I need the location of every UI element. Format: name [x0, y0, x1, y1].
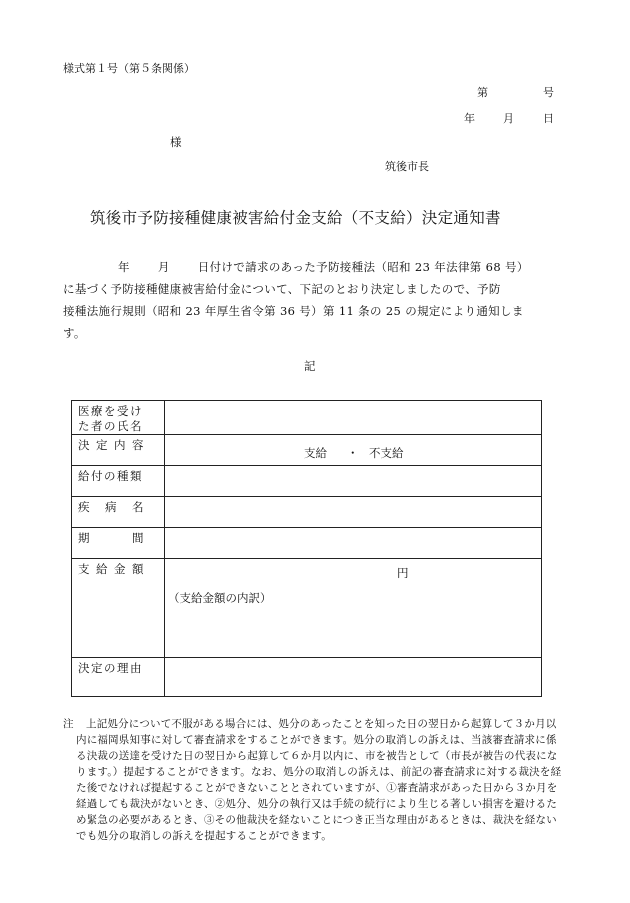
recipient-name-label-line-2: た者の氏名: [78, 419, 143, 433]
addressee-suffix: 様: [170, 135, 182, 149]
decision-content-label: [72, 435, 165, 466]
body-month-label: 月: [157, 260, 170, 274]
label-char: 支: [78, 562, 90, 576]
period-value[interactable]: [165, 528, 542, 559]
label-char: 間: [132, 531, 144, 545]
document-number-suffix: 号: [543, 86, 554, 99]
payment-breakdown-label: （支給金額の内訳）: [168, 591, 272, 605]
benefit-type-label-text: 給付の種類: [78, 469, 143, 483]
label-char: 病: [105, 500, 117, 514]
label-char: 決: [78, 438, 90, 452]
table-row: [72, 466, 542, 497]
body-line-1: [63, 256, 558, 278]
notice-body: [63, 256, 558, 344]
decision-reason-label-text: 決定の理由: [78, 661, 143, 675]
decision-reason-value[interactable]: [165, 658, 542, 697]
label-char: 期: [78, 531, 90, 545]
date-day-label: 日: [543, 112, 554, 125]
date-month-label: 月: [503, 112, 514, 125]
body-year-label: 年: [118, 260, 130, 274]
ki-heading: 記: [304, 359, 316, 373]
label-char: 疾: [78, 500, 90, 514]
table-row: [72, 528, 542, 559]
label-char: 定: [96, 438, 108, 452]
appeal-note: [63, 716, 563, 844]
date-year-label: 年: [464, 112, 475, 125]
decision-reason-label: [72, 658, 165, 697]
benefit-type-label: [72, 466, 165, 497]
decision-content-value[interactable]: [165, 435, 542, 466]
benefit-type-value[interactable]: [165, 466, 542, 497]
yen-unit: 円: [397, 566, 409, 580]
decision-option-separator: ・: [347, 446, 359, 460]
table-row: [72, 497, 542, 528]
document-number-label: 第: [477, 86, 488, 99]
label-char: 内: [114, 438, 126, 452]
table-row: [72, 401, 542, 435]
recipient-name-label: [72, 401, 165, 435]
recipient-name-label-line-1: 医療を受け: [78, 404, 143, 418]
body-line-1-rest: 日付けで請求のあった予防接種法（昭和 23 年法律第 68 号）: [197, 260, 529, 274]
note-mark: 注: [63, 718, 74, 730]
decision-table: [71, 400, 542, 697]
label-char: 給: [96, 562, 108, 576]
label-char: 容: [132, 438, 144, 452]
payment-amount-value[interactable]: [165, 559, 542, 658]
payment-amount-label: [72, 559, 165, 658]
disease-name-label: [72, 497, 165, 528]
body-line-2: に基づく予防接種健康被害給付金について、下記のとおり決定しましたので、予防: [63, 282, 501, 296]
label-char: 額: [132, 562, 144, 576]
recipient-name-value[interactable]: [165, 401, 542, 435]
table-row: [72, 435, 542, 466]
issuer-name: 筑後市長: [385, 160, 429, 173]
body-line-4: す。: [63, 326, 86, 340]
disease-name-value[interactable]: [165, 497, 542, 528]
table-row: [72, 559, 542, 658]
note-text: 上記処分について不服がある場合には、処分のあったことを知った日の翌日から起算して３か月以内に福岡県知事に対して審査請求をすることができます。処分の取消しの訴えは、当該審査請求に係る決裁の送達を受けた日の翌日から起算して６か月以内に、市を被告として（市長が被告の代表になります。）提起することができます。なお、処分の取消しの訴えは、前記の審査請求に対する裁決を経た後でなければ提起することができないこととされていますが、①審査請求があった日から３か月を経過しても裁決がないとき、②処分、処分の執行又は手続の続行により生じる著しい損害を避けるため緊急の必要があるとき、③その他裁決を経ないことにつき正当な理由があるときは、裁決を経ないでも処分の取消しの訴えを提起することができます。: [76, 718, 562, 842]
body-line-3: 接種法施行規則（昭和 23 年厚生省令第 36 号）第 11 条の 25 の規定により通知しま: [63, 304, 524, 318]
page-title: 筑後市予防接種健康被害給付金支給（不支給）決定通知書: [90, 209, 501, 227]
form-number: 様式第１号（第５条関係）: [63, 62, 195, 75]
decision-option-nonpay[interactable]: 不支給: [369, 446, 404, 460]
label-char: 金: [114, 562, 126, 576]
decision-option-pay[interactable]: 支給: [304, 446, 327, 460]
period-label: [72, 528, 165, 559]
table-row: [72, 658, 542, 697]
label-char: 名: [132, 500, 144, 514]
